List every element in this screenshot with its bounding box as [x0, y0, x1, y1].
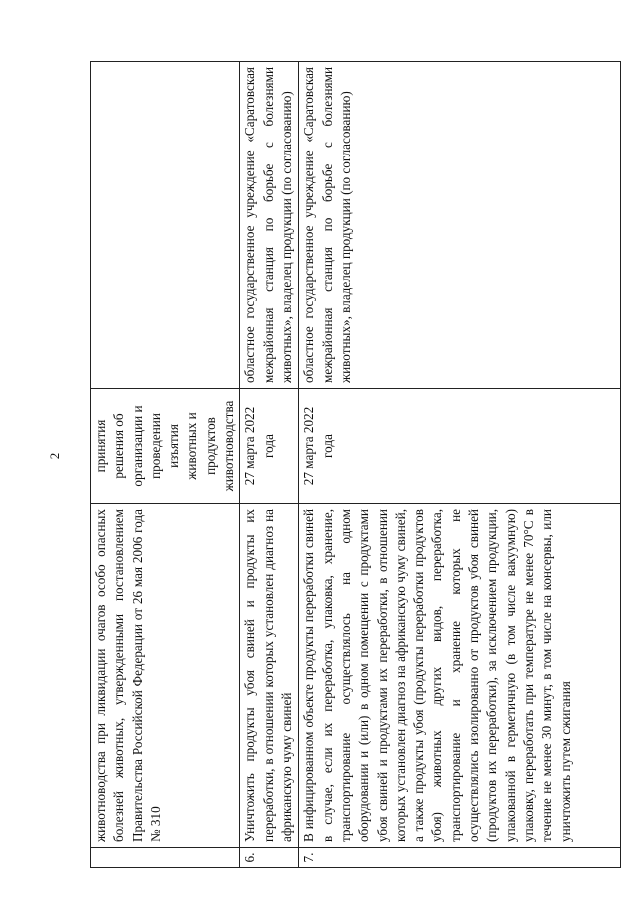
page-number: 2 [47, 452, 62, 460]
row-number: 6. [240, 848, 299, 868]
responsible-text: областное государственное учреждение «Саратовская межрайонная станция по борьбе с болезнями животных», владелец продукции (по согласованию) [240, 62, 299, 389]
rotated-table-wrapper [90, 62, 621, 868]
measure-text: В инфицированном объекте продукты переработки свиней в случае, если их переработка, упаковка, хранение, транспортирование осуществлялось на одном оборудовании и (или) в одном помещении с продуктами убоя свиней и продуктами их переработки, в отношении которых установлен диагноз на африканскую чуму свиней, а также продукты убоя (продукты переработки продуктов убоя) животных других видов, переработка, транспортирование и хранение которых не осуществлялись изолированно от продуктов убоя свиней (продуктов их переработки), за исключением продукции, упакованной в герметичную (в том числе вакуумную) упаковку, переработать при температуре не менее 70°С в течение не менее 30 минут, в том числе на консервы, или уничтожить путем сжигания [299, 504, 621, 848]
table-row [91, 62, 240, 868]
table-row [299, 62, 621, 868]
measure-text: животноводства при ликвидации очагов особо опасных болезней животных, утвержденными постановлением Правительства Российской Федерации от 26 мая 2006 года № 310 [91, 504, 240, 848]
row-number [91, 848, 240, 868]
responsible-text [91, 62, 240, 389]
measures-table [90, 61, 621, 868]
deadline-text: принятия решения об организации и проведении изъятия животных и продуктов животноводства [91, 389, 240, 504]
row-number: 7. [299, 848, 621, 868]
measure-text: Уничтожить продукты убоя свиней и продукты их переработки, в отношении которых установлен диагноз на африканскую чуму свиней [240, 504, 299, 848]
deadline-text: 27 марта 2022 года [240, 389, 299, 504]
responsible-text: областное государственное учреждение «Саратовская межрайонная станция по борьбе с болезнями животных», владелец продукции (по согласованию) [299, 62, 621, 389]
deadline-text: 27 марта 2022 года [299, 389, 621, 504]
table-row [240, 62, 299, 868]
